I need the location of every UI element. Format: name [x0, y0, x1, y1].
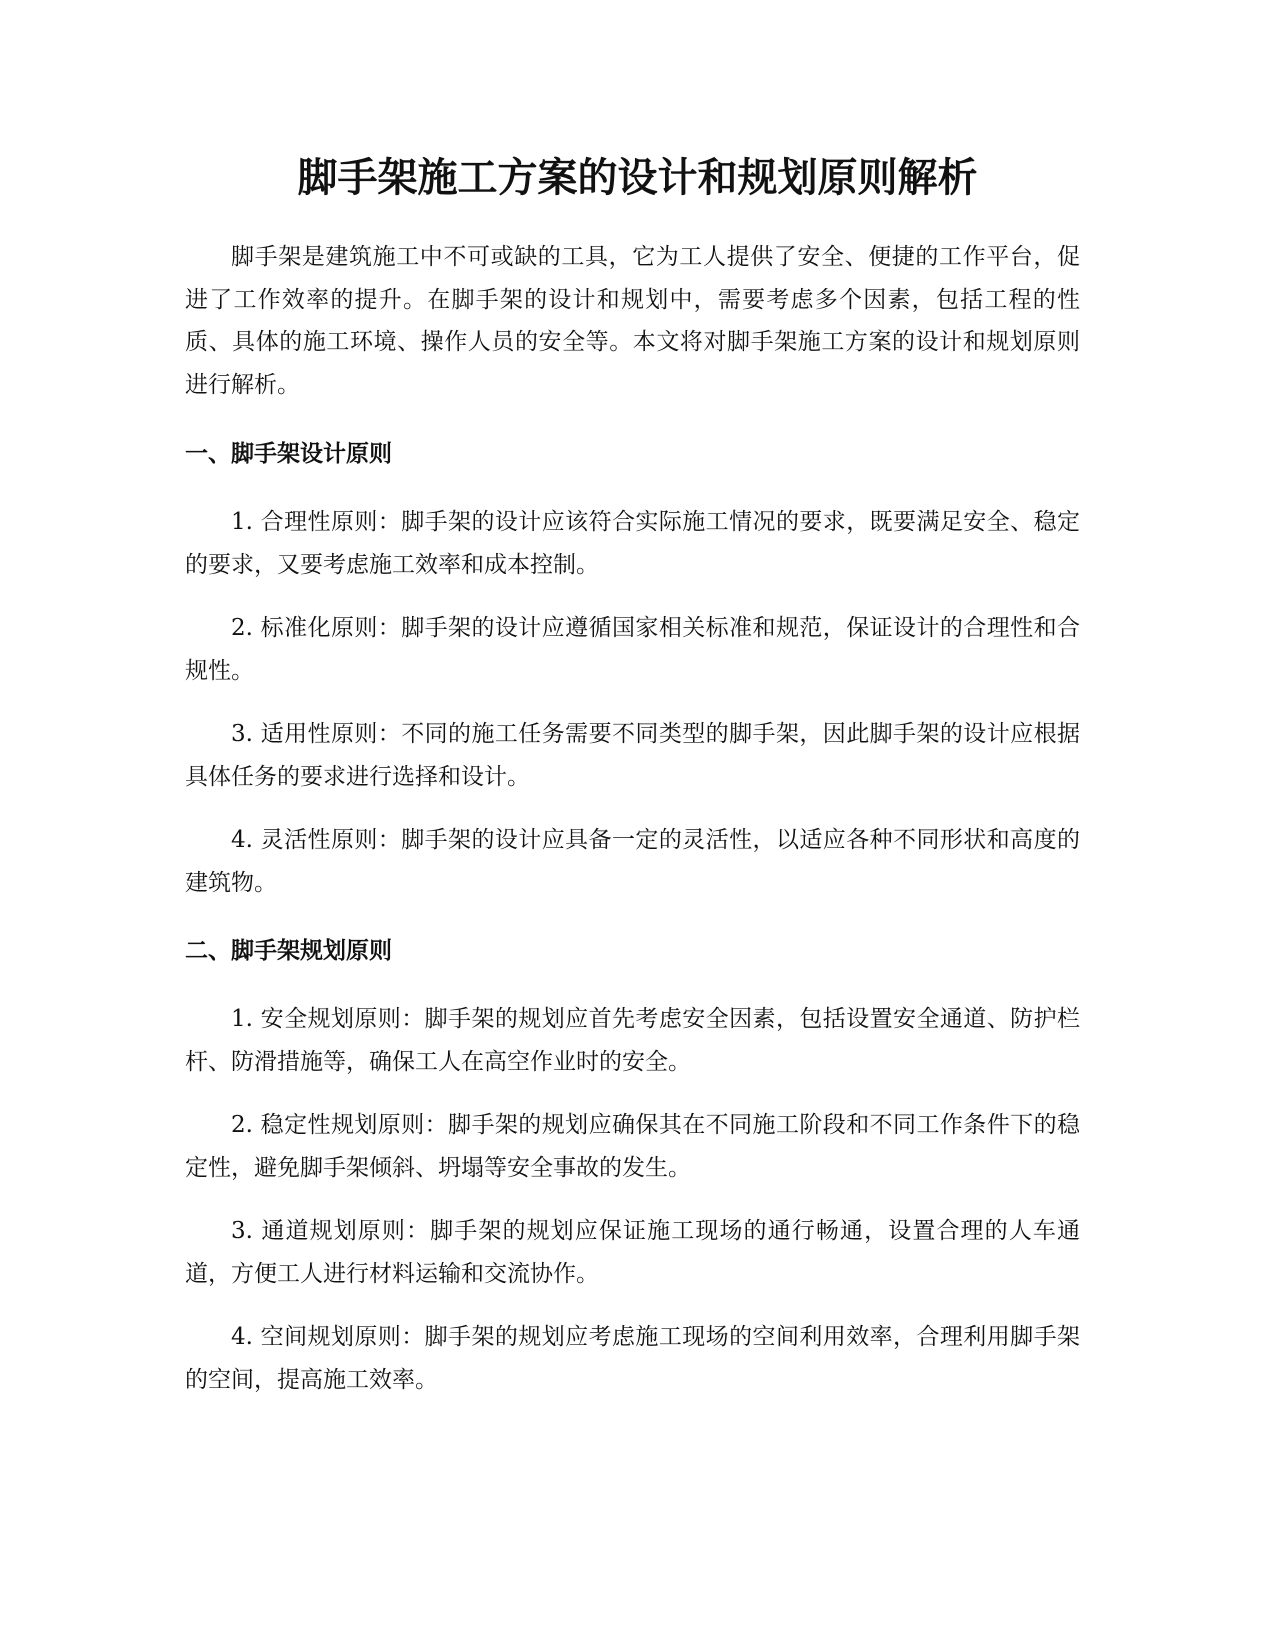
- list-item: 4. 空间规划原则：脚手架的规划应考虑施工现场的空间利用效率，合理利用脚手架的空间，提高施工效率。: [185, 1324, 1080, 1393]
- document-body: [185, 236, 1080, 1422]
- section-design: [185, 433, 1080, 904]
- list-item: 4. 灵活性原则：脚手架的设计应具备一定的灵活性，以适应各种不同形状和高度的建筑物。: [185, 827, 1080, 896]
- section-heading: 二、脚手架规划原则: [185, 938, 392, 964]
- list-item: 2. 稳定性规划原则：脚手架的规划应确保其在不同施工阶段和不同工作条件下的稳定性，避免脚手架倾斜、坍塌等安全事故的发生。: [185, 1112, 1080, 1181]
- document-title: 脚手架施工方案的设计和规划原则解析: [297, 155, 978, 201]
- list-item: 1. 安全规划原则：脚手架的规划应首先考虑安全因素，包括设置安全通道、防护栏杆、防滑措施等，确保工人在高空作业时的安全。: [185, 1006, 1080, 1075]
- list-item: 3. 通道规划原则：脚手架的规划应保证施工现场的通行畅通，设置合理的人车通道，方便工人进行材料运输和交流协作。: [185, 1218, 1080, 1287]
- list-item: 1. 合理性原则：脚手架的设计应该符合实际施工情况的要求，既要满足安全、稳定的要求，又要考虑施工效率和成本控制。: [185, 509, 1080, 578]
- intro-paragraph: 脚手架是建筑施工中不可或缺的工具，它为工人提供了安全、便捷的工作平台，促进了工作效率的提升。在脚手架的设计和规划中，需要考虑多个因素，包括工程的性质、具体的施工环境、操作人员的安全等。本文将对脚手架施工方案的设计和规划原则进行解析。: [185, 244, 1080, 398]
- list-item: 3. 适用性原则：不同的施工任务需要不同类型的脚手架，因此脚手架的设计应根据具体任务的要求进行选择和设计。: [185, 721, 1080, 790]
- list-item: 2. 标准化原则：脚手架的设计应遵循国家相关标准和规范，保证设计的合理性和合规性。: [185, 615, 1080, 684]
- section-heading: 一、脚手架设计原则: [185, 441, 392, 467]
- section-planning: [185, 930, 1080, 1401]
